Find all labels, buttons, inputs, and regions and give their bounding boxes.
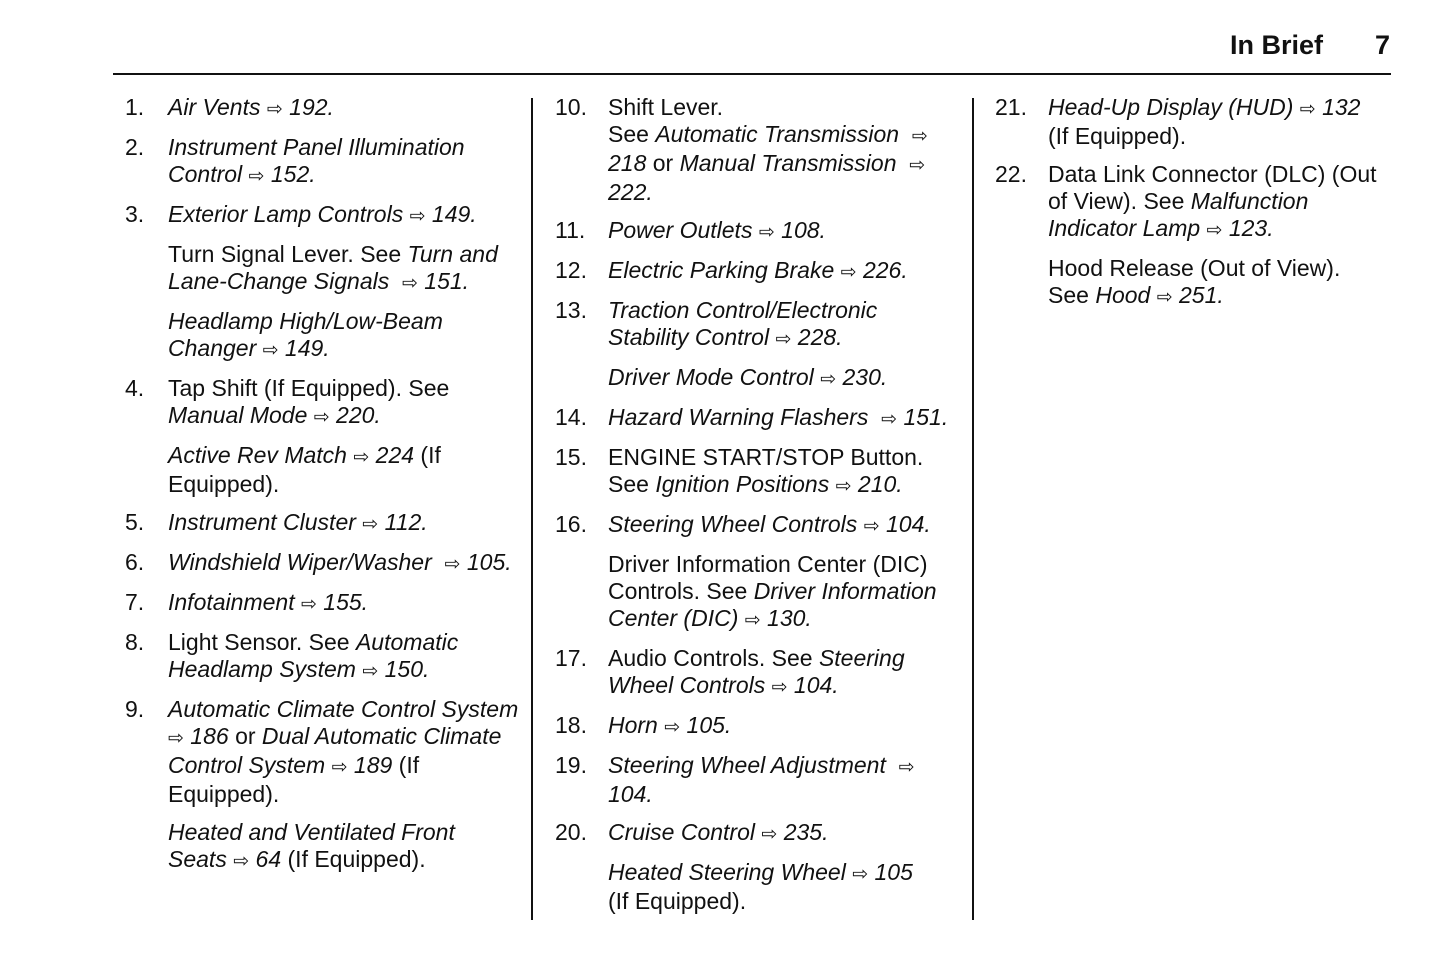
entry-text [168, 696, 520, 808]
entry-text [608, 819, 960, 848]
page-reference-arrow-icon: ⇨ [898, 757, 915, 778]
page-reference-arrow-icon: ⇨ [909, 155, 926, 176]
entry-text [1048, 161, 1390, 244]
index-entry [555, 819, 960, 848]
cross-reference-text: 104. [879, 511, 931, 537]
cross-reference-text: 105. [460, 549, 512, 575]
page-reference-arrow-icon: ⇨ [362, 514, 379, 535]
entry-number: 10. [555, 94, 587, 120]
index-entry [995, 94, 1390, 150]
cross-reference-text: Ignition Positions [655, 471, 830, 497]
cross-reference-text: Infotainment [168, 589, 295, 615]
entry-text [168, 94, 520, 123]
cross-reference-text: 155. [316, 589, 369, 615]
cross-reference-text: 149. [278, 335, 330, 361]
index-sub-entry [125, 442, 520, 498]
entry-text-segment: Tap Shift (If Equipped). See [168, 375, 456, 401]
index-entry [125, 375, 520, 431]
cross-reference-text: Steering Wheel Controls [608, 511, 858, 537]
cross-reference-text: Driver Information Center (DIC) [608, 578, 943, 631]
entry-number: 21. [995, 94, 1027, 120]
entry-text [168, 201, 520, 230]
entry-number: 3. [125, 201, 145, 227]
column-3 [995, 94, 1390, 322]
index-entry [555, 752, 960, 808]
cross-reference-text: 192. [282, 94, 334, 120]
index-entry [125, 201, 520, 230]
entry-text [168, 134, 520, 190]
column-1 [125, 94, 520, 886]
page-reference-arrow-icon: ⇨ [1299, 99, 1316, 120]
page-reference-arrow-icon: ⇨ [761, 824, 778, 845]
cross-reference-text: Windshield Wiper/Washer [168, 549, 439, 575]
cross-reference-text: Heated and Ventilated Front Seats [168, 819, 462, 872]
index-entry [555, 297, 960, 353]
page-reference-arrow-icon: ⇨ [402, 273, 418, 294]
entry-number: 6. [125, 549, 145, 575]
index-entry [125, 629, 520, 685]
page-reference-arrow-icon: ⇨ [444, 554, 461, 575]
page-reference-arrow-icon: ⇨ [248, 166, 265, 187]
cross-reference-text: Steering Wheel Adjustment [608, 752, 893, 778]
cross-reference-text: 226. [856, 257, 908, 283]
cross-reference-text: Turn and Lane-Change Signals [168, 241, 505, 294]
entry-text [608, 257, 960, 286]
cross-reference-text: Hood [1095, 282, 1151, 308]
page-reference-arrow-icon: ⇨ [840, 262, 857, 283]
entry-number: 16. [555, 511, 587, 537]
entry-text [168, 509, 520, 538]
entry-text-segment: (If Equipped). [168, 442, 448, 497]
cross-reference-text: Active Rev Match [168, 442, 347, 468]
entry-number: 1. [125, 94, 145, 120]
cross-reference-text: Driver Mode Control [608, 364, 814, 390]
cross-reference-text: Manual Transmission [679, 150, 903, 176]
cross-reference-text: 130. [760, 605, 812, 631]
cross-reference-text: 189 [347, 752, 393, 778]
cross-reference-text: 150. [378, 656, 430, 682]
cross-reference-text: Horn [608, 712, 658, 738]
cross-reference-text: Cruise Control [608, 819, 755, 845]
page-reference-arrow-icon: ⇨ [820, 369, 837, 390]
entry-number: 7. [125, 589, 145, 615]
entry-text-segment: ENGINE START/STOP Button. See [608, 444, 930, 497]
page-reference-arrow-icon: ⇨ [771, 677, 788, 698]
page-reference-arrow-icon: ⇨ [353, 447, 370, 468]
cross-reference-text: 123. [1222, 215, 1274, 241]
index-entry [125, 134, 520, 190]
entry-text-segment: or [228, 723, 262, 749]
entry-text-segment: (If Equipped). [1048, 123, 1187, 149]
cross-reference-text: 251. [1172, 282, 1224, 308]
cross-reference-text: Automatic Transmission [655, 121, 906, 147]
index-sub-entry [995, 255, 1390, 311]
page-reference-arrow-icon: ⇨ [300, 594, 317, 615]
entry-number: 15. [555, 444, 587, 470]
entry-text [608, 444, 960, 500]
entry-text [608, 297, 960, 353]
cross-reference-text: 132 [1315, 94, 1361, 120]
index-sub-entry [125, 308, 520, 364]
entry-number: 12. [555, 257, 587, 283]
entry-text [1048, 94, 1390, 150]
cross-reference-text: Traction Control/Electronic Stability Control [608, 297, 884, 350]
page-reference-arrow-icon: ⇨ [758, 222, 775, 243]
index-entry [555, 94, 960, 206]
cross-reference-text: 235. [777, 819, 829, 845]
cross-reference-text: 220. [329, 402, 381, 428]
entry-text [168, 549, 520, 578]
index-entry [125, 509, 520, 538]
entry-text [168, 589, 520, 618]
cross-reference-text: Headlamp High/Low-Beam Changer [168, 308, 450, 361]
index-entry [555, 511, 960, 540]
page-reference-arrow-icon: ⇨ [331, 757, 348, 778]
page-reference-arrow-icon: ⇨ [168, 728, 184, 749]
page-reference-arrow-icon: ⇨ [744, 610, 761, 631]
index-entry [555, 444, 960, 500]
page-reference-arrow-icon: ⇨ [233, 851, 250, 872]
cross-reference-text: Air Vents [168, 94, 261, 120]
page-reference-arrow-icon: ⇨ [313, 407, 330, 428]
cross-reference-text: 105. [680, 712, 732, 738]
cross-reference-text: Steering Wheel Controls [608, 645, 912, 698]
index-sub-entry [555, 364, 960, 393]
index-entry [555, 404, 960, 433]
entry-text [608, 511, 960, 540]
cross-reference-text: Instrument Panel Illumination Control [168, 134, 471, 187]
cross-reference-text: 104. [787, 672, 839, 698]
index-entry [125, 589, 520, 618]
cross-reference-text: 64 [249, 846, 282, 872]
entry-text-segment: (If Equipped). [168, 752, 426, 807]
page-reference-arrow-icon: ⇨ [881, 409, 898, 430]
entry-number: 19. [555, 752, 587, 778]
index-sub-entry [555, 859, 960, 915]
entry-text-segment: (If Equipped). [608, 888, 747, 914]
entry-text [608, 94, 960, 206]
page-reference-arrow-icon: ⇨ [775, 329, 792, 350]
cross-reference-text: 151. [897, 404, 949, 430]
cross-reference-text: Automatic Climate Control System [168, 696, 519, 722]
cross-reference-text: 151. [417, 268, 470, 294]
cross-reference-text: Automatic Headlamp System [168, 629, 465, 682]
cross-reference-text: Hazard Warning Flashers [608, 404, 875, 430]
cross-reference-text: 149. [425, 201, 477, 227]
page-number: 7 [1374, 30, 1390, 60]
index-entry [555, 217, 960, 246]
entry-number: 8. [125, 629, 145, 655]
cross-reference-text: 218 [608, 121, 935, 176]
column-2 [555, 94, 960, 926]
entry-text-segment: Data Link Connector (DLC) (Out of View). See [1048, 161, 1383, 214]
page-reference-arrow-icon: ⇨ [1156, 287, 1173, 308]
cross-reference-text: 186 [183, 723, 229, 749]
page-reference-arrow-icon: ⇨ [266, 99, 283, 120]
cross-reference-text: 210. [851, 471, 903, 497]
entry-text-segment: Shift Lever. See [608, 94, 724, 147]
cross-reference-text: Dual Automatic Climate Control System [168, 723, 508, 778]
page-reference-arrow-icon: ⇨ [835, 476, 852, 497]
entry-text-segment: Hood Release (Out of View). See [1048, 255, 1341, 308]
column-divider [972, 98, 974, 920]
index-entry [995, 161, 1390, 244]
entry-number: 4. [125, 375, 145, 401]
entry-number: 20. [555, 819, 587, 845]
entry-number: 18. [555, 712, 587, 738]
running-header [1230, 30, 1390, 64]
index-entry [125, 696, 520, 808]
page-reference-arrow-icon: ⇨ [262, 340, 279, 361]
cross-reference-text: 105 [868, 859, 913, 885]
entry-number: 17. [555, 645, 587, 671]
cross-reference-text: 152. [264, 161, 316, 187]
entry-number: 9. [125, 696, 145, 722]
entry-text [608, 217, 960, 246]
index-sub-entry [125, 241, 520, 297]
cross-reference-text: Manual Mode [168, 402, 308, 428]
entry-number: 14. [555, 404, 587, 430]
cross-reference-text: Heated Steering Wheel [608, 859, 846, 885]
entry-number: 11. [555, 217, 586, 243]
entry-text [608, 645, 960, 701]
page-reference-arrow-icon: ⇨ [911, 126, 928, 147]
entry-number: 13. [555, 297, 587, 323]
index-sub-entry [125, 819, 520, 875]
entry-text-segment: Light Sensor. See [168, 629, 356, 655]
page-reference-arrow-icon: ⇨ [664, 717, 681, 738]
entry-number: 5. [125, 509, 145, 535]
entry-text-segment: Turn Signal Lever. See [168, 241, 408, 267]
cross-reference-text: Power Outlets [608, 217, 753, 243]
index-entry [555, 645, 960, 701]
entry-text-segment: Audio Controls. See [608, 645, 819, 671]
entry-text [168, 629, 520, 685]
cross-reference-text: 222. [608, 150, 932, 205]
column-divider [531, 98, 533, 920]
cross-reference-text: Malfunction Indicator Lamp [1048, 188, 1315, 241]
page-reference-arrow-icon: ⇨ [1206, 220, 1223, 241]
cross-reference-text: Electric Parking Brake [608, 257, 835, 283]
cross-reference-text: 230. [836, 364, 888, 390]
entry-text [608, 404, 960, 433]
page-reference-arrow-icon: ⇨ [362, 661, 379, 682]
entry-number: 2. [125, 134, 145, 160]
cross-reference-text: 112. [378, 509, 428, 535]
entry-text [168, 375, 520, 431]
entry-text [608, 712, 960, 741]
cross-reference-text: 104. [608, 752, 921, 807]
cross-reference-text: 228. [791, 324, 843, 350]
entry-text [608, 752, 960, 808]
entry-text-segment: Driver Information Center (DIC) Controls. See [608, 551, 934, 604]
index-entry [555, 257, 960, 286]
index-entry [125, 549, 520, 578]
cross-reference-text: 108. [774, 217, 826, 243]
entry-text-segment: (If Equipped). [281, 846, 426, 872]
entry-text-segment: or [646, 150, 680, 176]
index-entry [125, 94, 520, 123]
index-entry [555, 712, 960, 741]
cross-reference-text: Exterior Lamp Controls [168, 201, 404, 227]
cross-reference-text: 224 [369, 442, 415, 468]
section-title: In Brief [1229, 30, 1323, 60]
page-reference-arrow-icon: ⇨ [409, 206, 426, 227]
cross-reference-text: Head-Up Display (HUD) [1048, 94, 1294, 120]
index-sub-entry [555, 551, 960, 634]
page-reference-arrow-icon: ⇨ [863, 516, 880, 537]
cross-reference-text: Instrument Cluster [168, 509, 356, 535]
entry-number: 22. [995, 161, 1027, 187]
header-rule [113, 73, 1391, 75]
page-reference-arrow-icon: ⇨ [852, 864, 869, 885]
